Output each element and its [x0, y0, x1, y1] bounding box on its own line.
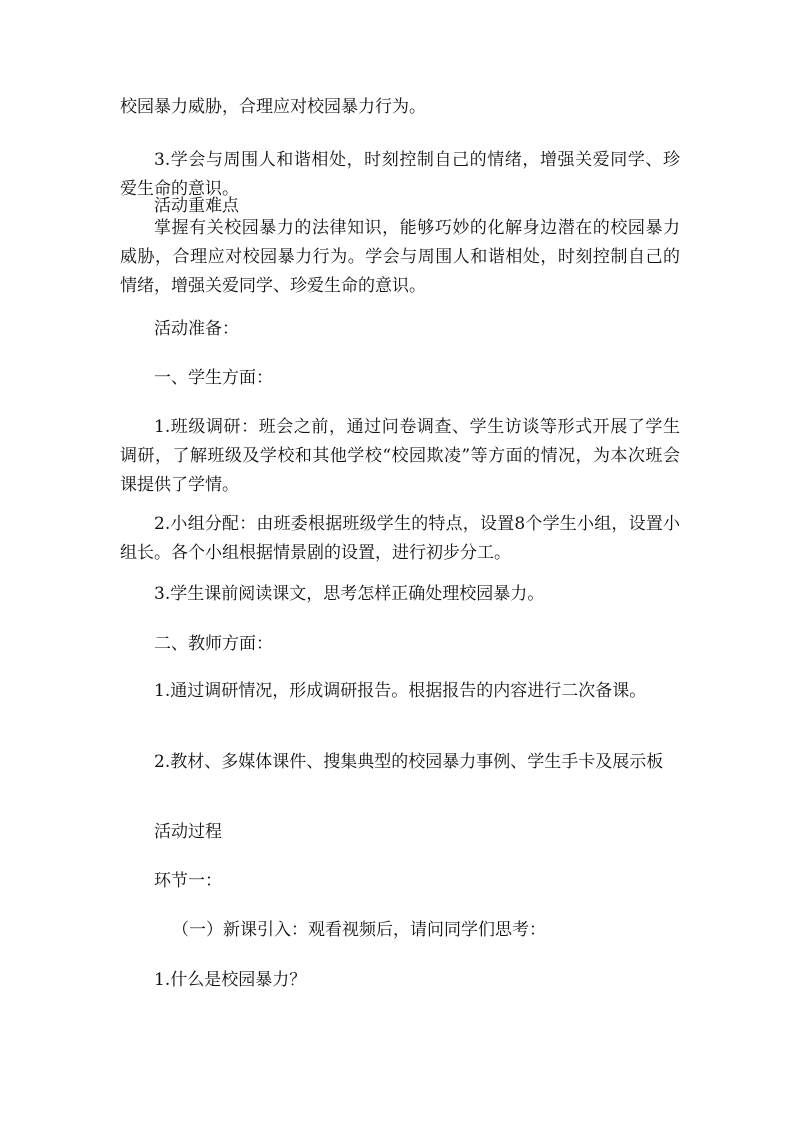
paragraph-key-points: 掌握有关校园暴力的法律知识，能够巧妙的化解身边潜在的校园暴力威胁，合理应对校园暴力行为。学会与周围人和谐相处，时刻控制自己的情绪，增强关爱同学、珍爱生命的意识。 — [120, 218, 680, 296]
paragraph-group-division: 2.小组分配：由班委根据班级学生的特点，设置8个学生小组，设置小组长。各个小组根据情景剧的设置，进行初步分工。 — [120, 514, 680, 563]
paragraph-pre-reading: 3.学生课前阅读课文，思考怎样正确处理校园暴力。 — [154, 584, 545, 604]
paragraph-teacher-report: 1.通过调研情况，形成调研报告。根据报告的内容进行二次备课。 — [154, 681, 647, 701]
section-heading-preparation: 活动准备： — [154, 319, 239, 339]
section-heading-key-points: 活动重难点 — [154, 196, 239, 216]
paragraph-student-research: 1.班级调研：班会之前，通过问卷调查、学生访谈等形式开展了学生调研，了解班级及学校和其他学校“校园欺凌”等方面的情况，为本次班会课提供了学情。 — [120, 417, 680, 495]
paragraph-question-1: 1.什么是校园暴力？ — [154, 970, 307, 990]
paragraph-intro: （一）新课引入：观看视频后，请问同学们思考： — [172, 920, 546, 940]
paragraph-goal-3: 3.学会与周围人和谐相处，时刻控制自己的情绪，增强关爱同学、珍爱生命的意识。 — [120, 150, 680, 199]
section-heading-stage-one: 环节一： — [154, 871, 222, 891]
paragraph-teacher-materials: 2.教材、多媒体课件、搜集典型的校园暴力事例、学生手卡及展示板 — [154, 752, 664, 772]
section-heading-process: 活动过程 — [154, 822, 222, 842]
section-heading-teachers: 二、教师方面： — [154, 634, 273, 654]
paragraph-goal-2-tail: 校园暴力威胁，合理应对校园暴力行为。 — [120, 97, 426, 117]
section-heading-students: 一、学生方面： — [154, 368, 273, 388]
